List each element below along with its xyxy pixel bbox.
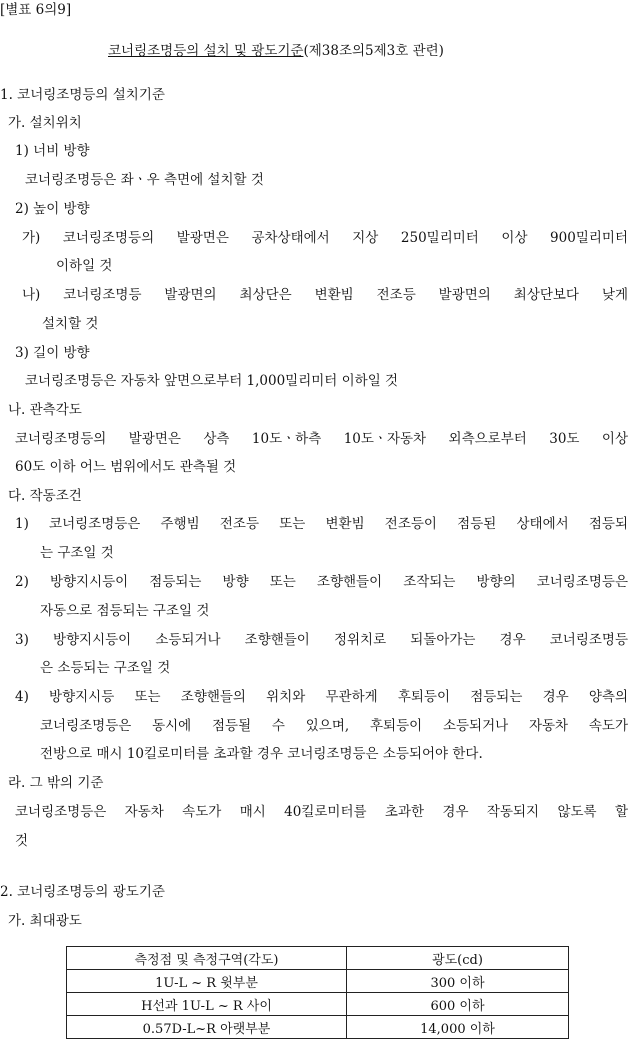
other-criteria-line1: 코너링조명등은 자동차 속도가 매시 40킬로미터를 초과한 경우 작동되지 않도록 할 (15, 804, 628, 820)
table-row (67, 993, 569, 1016)
operating-4-line2: 코너링조명등은 동시에 점등될 수 있으며, 후퇴등이 소등되거나 자동차 속도가 (40, 718, 628, 734)
title-reference: (제38조의5제3호 관련) (303, 43, 444, 59)
operating-4-line1: 4) 방향지시등 또는 조향핸들의 위치와 무관하게 후퇴등이 점등되는 경우 양측의 (15, 689, 628, 705)
item-height-na-line1: 나) 코너링조명등 발광면의 최상단은 변환빔 전조등 발광면의 최상단보다 낮게 (22, 287, 628, 303)
table-header-cell: 광도(cd) (347, 947, 569, 970)
section-1-ra-heading: 라. 그 밖의 기준 (8, 775, 104, 791)
item-height-ga-line2: 이하일 것 (56, 258, 113, 274)
operating-2-line2: 자동으로 점등되는 구조일 것 (40, 603, 210, 619)
operating-4-line3: 전방으로 매시 10킬로미터를 초과할 경우 코너링조명등은 소등되어야 한다. (40, 746, 483, 762)
section-1-na-heading: 나. 관측각도 (8, 402, 82, 418)
table-cell: 14,000 이하 (347, 1016, 569, 1039)
table-cell: 300 이하 (347, 970, 569, 993)
table-cell: H선과 1U-L ~ R 사이 (67, 993, 347, 1016)
item-length-text: 코너링조명등은 자동차 앞면으로부터 1,000밀리미터 이하일 것 (25, 373, 399, 389)
operating-1-line1: 1) 코너링조명등은 주행빔 전조등 또는 변환빔 전조등이 점등된 상태에서 점등되 (15, 516, 628, 532)
annex-label: [별표 6의9] (0, 2, 72, 18)
section-2-heading: 2. 코너링조명등의 광도기준 (0, 884, 165, 900)
viewing-angle-line2: 60도 이하 어느 범위에서도 관측될 것 (15, 459, 237, 475)
item-width-text: 코너링조명등은 좌ㆍ우 측면에 설치할 것 (25, 172, 264, 188)
item-height-direction: 2) 높이 방향 (15, 201, 90, 217)
section-1-ga-heading: 가. 설치위치 (8, 115, 82, 131)
table-cell: 0.57D-L~R 아랫부분 (67, 1016, 347, 1039)
title-main: 코너링조명등의 설치 및 광도기준 (108, 43, 304, 59)
item-height-ga-line1: 가) 코너링조명등의 발광면은 공차상태에서 지상 250밀리미터 이상 900밀리미터 (22, 230, 628, 246)
table-header-row (67, 947, 569, 970)
section-1-da-heading: 다. 작동조건 (8, 488, 82, 504)
section-2-ga-heading: 가. 최대광도 (8, 913, 82, 929)
operating-2-line1: 2) 방향지시등이 점등되는 방향 또는 조향핸들이 조작되는 방향의 코너링조명등은 (15, 574, 628, 590)
item-width-direction: 1) 너비 방향 (15, 143, 90, 159)
operating-3-line1: 3) 방향지시등이 소등되거나 조향핸들이 정위치로 되돌아가는 경우 코너링조명등 (15, 632, 628, 648)
table-cell: 600 이하 (347, 993, 569, 1016)
item-height-na-line2: 설치할 것 (42, 316, 99, 332)
other-criteria-line2: 것 (15, 833, 29, 849)
item-length-direction: 3) 길이 방향 (15, 345, 90, 361)
table-header-cell: 측정점 및 측정구역(각도) (67, 947, 347, 970)
operating-1-line2: 는 구조일 것 (40, 545, 114, 561)
operating-3-line2: 은 소등되는 구조일 것 (40, 660, 171, 676)
document-title (108, 41, 444, 61)
viewing-angle-line1: 코너링조명등의 발광면은 상측 10도ㆍ하측 10도ㆍ자동차 외측으로부터 30도 이상 (15, 431, 628, 447)
table-row (67, 970, 569, 993)
section-1-heading: 1. 코너링조명등의 설치기준 (0, 87, 165, 103)
table-row (67, 1016, 569, 1039)
luminous-intensity-table (66, 946, 569, 1039)
table-cell: 1U-L ~ R 윗부분 (67, 970, 347, 993)
